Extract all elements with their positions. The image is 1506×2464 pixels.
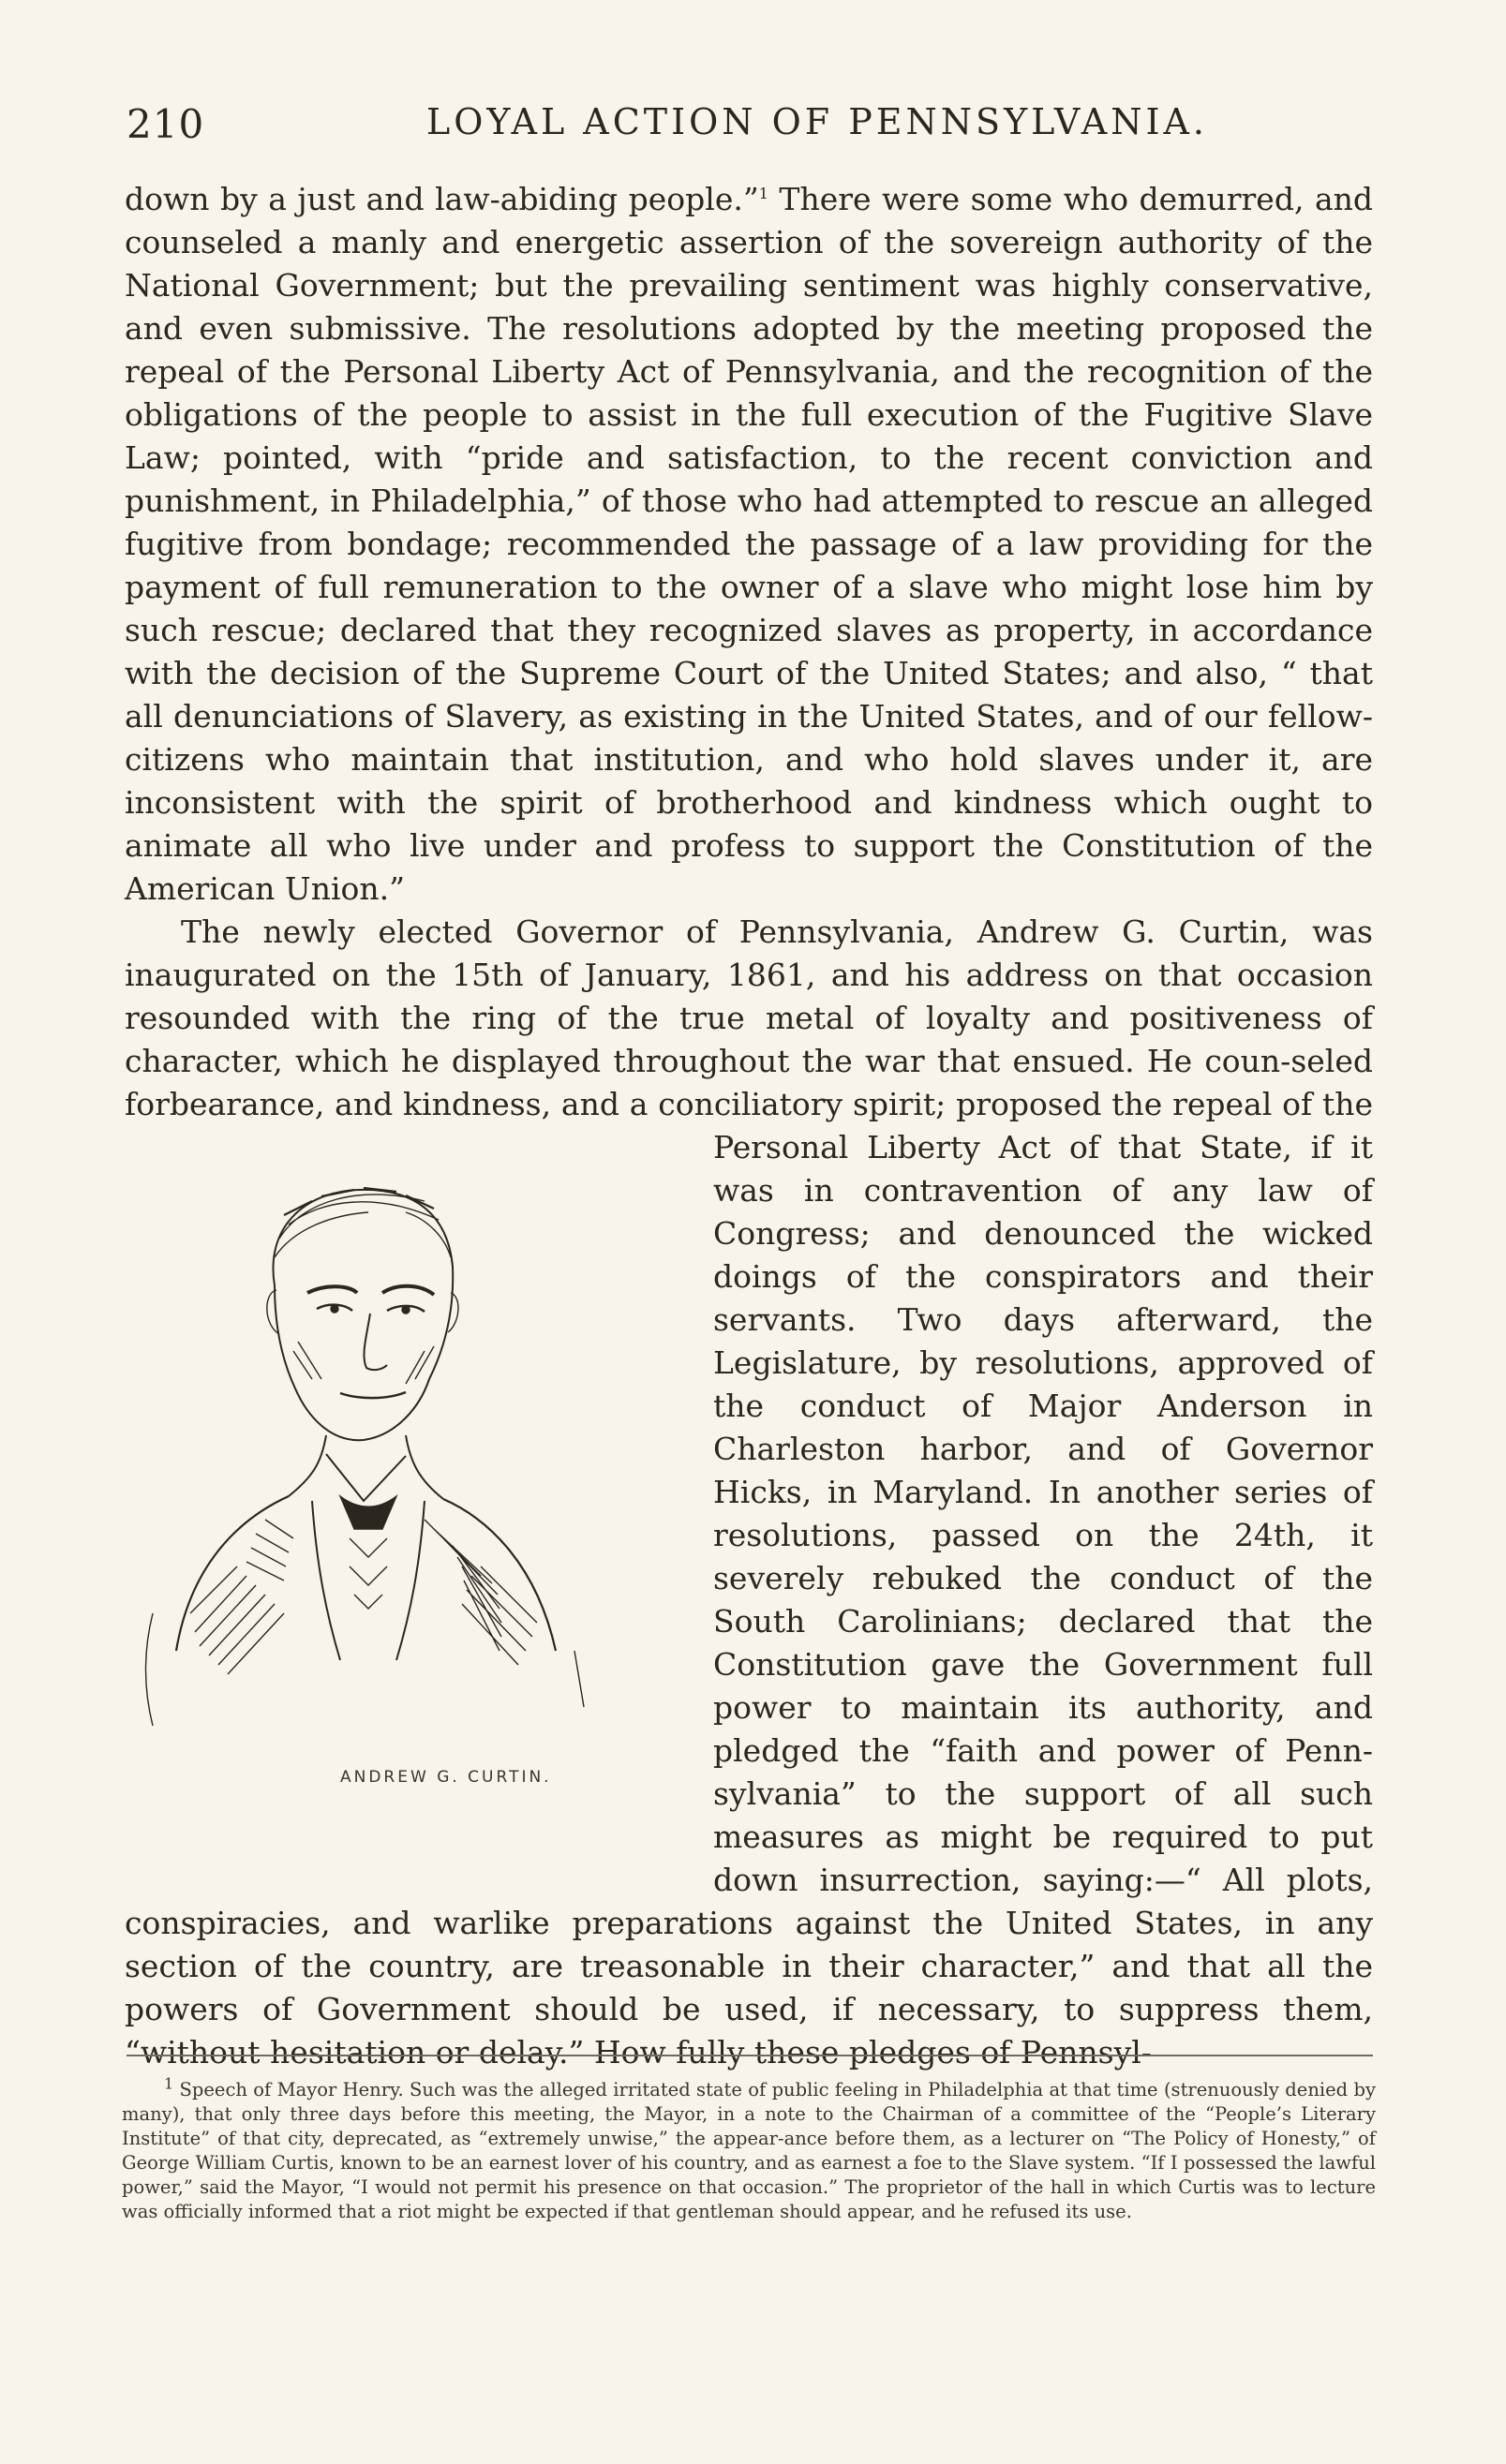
footnote bbox=[122, 2074, 1376, 2224]
main-text bbox=[125, 178, 1373, 2074]
footnote-reference: 1 bbox=[758, 185, 768, 202]
portrait-figure bbox=[125, 1126, 678, 1876]
portrait-caption: ANDREW G. CURTIN. bbox=[340, 1768, 552, 1787]
running-title: LOYAL ACTION OF PENNSYLVANIA. bbox=[426, 101, 1208, 142]
paragraph-1-rest: There were some who demurred, and counseled a manly and energetic assertion of the sovereign authority of the National Government; but the prevailing sentiment was highly conservative, and even submissive. The resolutions adopted by the meeting proposed the repeal of the Personal Liberty Act of Pennsylvania, and the recognition of the obligations of the people to assist in the full execution of the Fugitive Slave Law; pointed, with “pride and satisfaction, to the recent conviction and punishment, in Philadelphia,” of those who had attempted to rescue an alleged fugitive from bondage; recommended the passage of a law providing for the payment of full remuneration to the owner of a slave who might lose him by such rescue; declared that they recognized slaves as property, in accordance with the decision of the Supreme Court of the United States; and also, “ that all denunciations of Slavery, as existing in the United States, and of our fellow-citizens who maintain that institution, and who hold slaves under it, are inconsistent with the spirit of brotherhood and kindness which ought to animate all who live under and profess to support the Constitution of the American Union.” bbox=[125, 181, 1373, 907]
portrait-engraving bbox=[125, 1126, 678, 1801]
page-header bbox=[127, 101, 1382, 146]
footnote-mark: 1 bbox=[164, 2074, 174, 2093]
paragraph-2-rest: repeal of the Personal Liberty Act of that State, if it was in contravention of any law of Congress; and denounced the wicked doings of the conspirators and their servants. Two days afterward, the Legislature, by resolutions, approved of the conduct of Major Anderson in Charleston harbor, and of Governor Hicks, in Maryland. In another series of resolutions, passed on the 24th, it severely rebuked the conduct of the South Carolinians; declared that the Constitution gave the Government full power to maintain its authority, and pledged the “faith and power of Penn-sylvania” to the support of all such measures as might be required to put down insurrection, saying:—“ All plots, conspiracies, and warlike preparations against the United States, in any section of the country, are treasonable in their character,” and that all the powers of Government should be used, if necessary, to suppress them, “without hesitation or delay.” How fully these pledges of Pennsyl- bbox=[125, 1086, 1373, 2071]
page-number: 210 bbox=[127, 101, 205, 147]
paragraph-1-start: down by a just and law-abiding people.” bbox=[125, 181, 759, 217]
paragraph-2-start: The newly elected Governor of Pennsylvania, Andrew G. Curtin, was inaugurated on the 15th of January, 1861, and his address on that occasion resounded with the ring of the true metal of loyalty and positiveness of character, which he displayed throughout the war that ensued. He coun-seled forbearance, and kindness, and a conciliatory spirit; proposed the bbox=[125, 913, 1373, 1122]
footnote-1 bbox=[122, 2074, 1376, 2224]
footnote-separator bbox=[127, 2055, 1373, 2056]
paragraph-1 bbox=[125, 178, 1373, 911]
paragraph-2 bbox=[125, 911, 1373, 2074]
footnote-text: Speech of Mayor Henry. Such was the alleged irritated state of public feeling in Philadelphia at that time (strenuously denied by many), that only three days before this meeting, the Mayor, in a note to the Chairman of a committee of the “People’s Literary Institute” of that city, deprecated, as “extremely unwise,” the appear-ance before them, as a lecturer on “The Policy of Honesty,” of George William Curtis, known to be an earnest lover of his country, and as earnest a foe to the Slave system. “If I possessed the lawful power,” said the Mayor, “I would not permit his presence on that occasion.” The proprietor of the hall in which Curtis was to lecture was officially informed that a riot might be expected if that gentleman should appear, and he refused its use. bbox=[122, 2079, 1376, 2222]
